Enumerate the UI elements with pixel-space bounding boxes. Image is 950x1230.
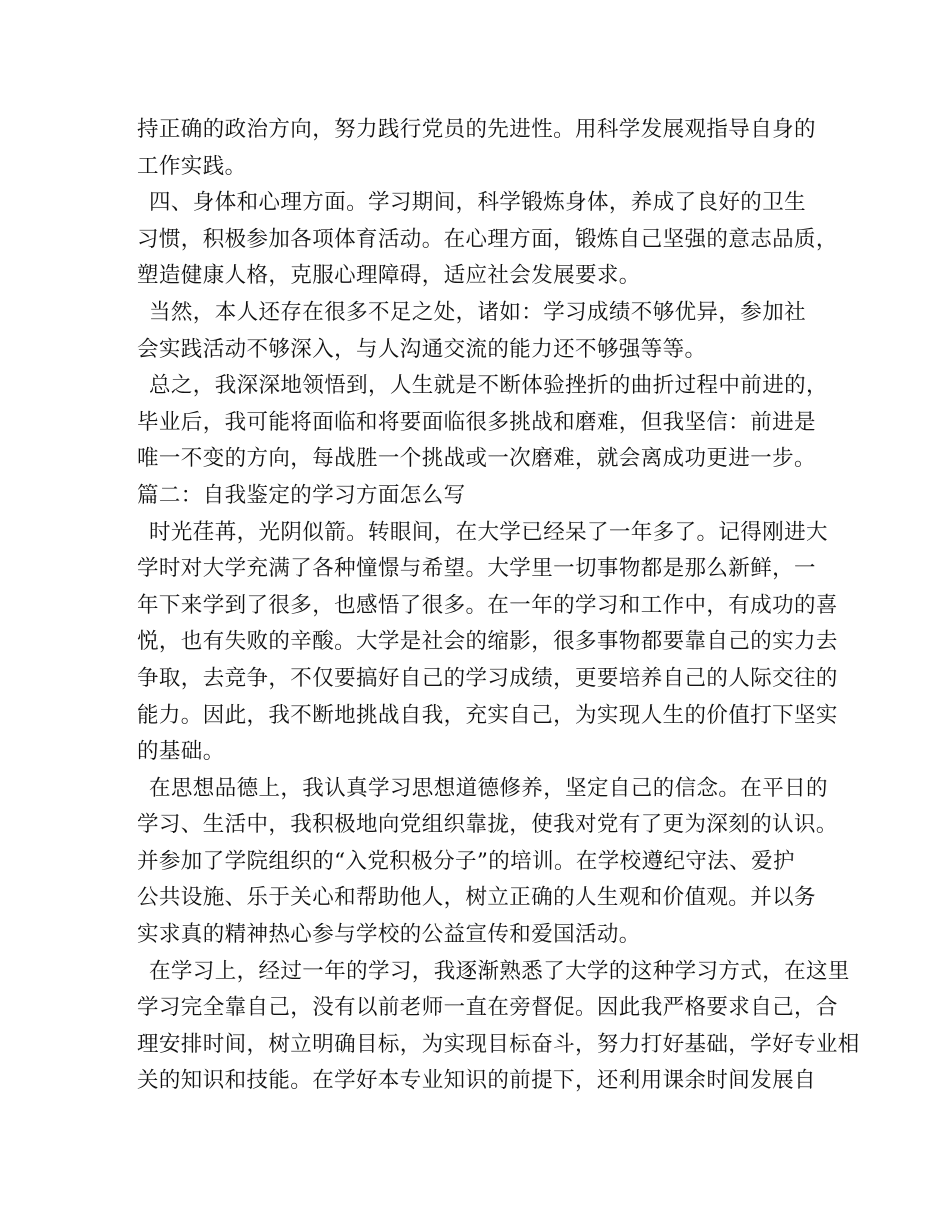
text-line: 四、身体和心理方面。学习期间，科学锻炼身体，养成了良好的卫生 xyxy=(149,190,807,216)
text-line: 实求真的精神热心参与学校的公益宣传和爱国活动。 xyxy=(137,922,641,948)
text-line: 习惯，积极参加各项体育活动。在心理方面，锻炼自己坚强的意志品质， xyxy=(137,226,838,252)
text-line: 学习、生活中，我积极地向党组织靠拢，使我对党有了更为深刻的认识。 xyxy=(137,812,838,838)
text-line: 当然，本人还存在很多不足之处，诸如：学习成绩不够优异，参加社 xyxy=(149,299,807,325)
text-line: 学时对大学充满了各种憧憬与希望。大学里一切事物都是那么新鲜，一 xyxy=(137,556,816,582)
text-line: 公共设施、乐于关心和帮助他人，树立正确的人生观和价值观。并以务 xyxy=(137,885,816,911)
text-line: 塑造健康人格，克服心理障碍，适应社会发展要求。 xyxy=(137,263,641,289)
text-line: 的基础。 xyxy=(137,739,225,765)
text-line: 时光荏苒，光阴似箭。转眼间，在大学已经呆了一年多了。记得刚进大 xyxy=(149,519,828,545)
text-line: 学习完全靠自己，没有以前老师一直在旁督促。因此我严格要求自己，合 xyxy=(137,995,838,1021)
text-line: 在学习上，经过一年的学习，我逐渐熟悉了大学的这种学习方式，在这里 xyxy=(149,958,850,984)
text-line: 关的知识和技能。在学好本专业知识的前提下，还利用课余时间发展自 xyxy=(137,1068,816,1094)
text-line: 争取，去竞争，不仅要搞好自己的学习成绩，更要培养自己的人际交往的 xyxy=(137,665,838,691)
text-line: 并参加了学院组织的“入党积极分子”的培训。在学校遵纪守法、爱护 xyxy=(137,848,795,874)
text-line: 持正确的政治方向，努力践行党员的先进性。用科学发展观指导自身的 xyxy=(137,117,816,142)
document-body xyxy=(137,112,860,1100)
text-line: 悦，也有失败的辛酸。大学是社会的缩影，很多事物都要靠自己的实力去 xyxy=(137,629,838,655)
text-line: 工作实践。 xyxy=(137,153,247,179)
text-line: 总之，我深深地领悟到，人生就是不断体验挫折的曲折过程中前进的， xyxy=(149,373,828,399)
text-line: 年下来学到了很多，也感悟了很多。在一年的学习和工作中，有成功的喜 xyxy=(137,592,838,618)
text-line: 能力。因此，我不断地挑战自我，充实自己，为实现人生的价值打下坚实 xyxy=(137,702,838,728)
text-line: 理安排时间，树立明确目标，为实现目标奋斗，努力打好基础，学好专业相 xyxy=(137,1031,860,1057)
section-heading: 篇二：自我鉴定的学习方面怎么写 xyxy=(137,482,466,508)
text-line: 毕业后，我可能将面临和将要面临很多挑战和磨难，但我坚信：前进是 xyxy=(137,409,816,435)
text-line: 会实践活动不够深入，与人沟通交流的能力还不够强等等。 xyxy=(137,336,707,362)
text-line: 在思想品德上，我认真学习思想道德修养，坚定自己的信念。在平日的 xyxy=(149,775,828,801)
text-line: 唯一不变的方向，每战胜一个挑战或一次磨难，就会离成功更进一步。 xyxy=(137,446,816,472)
